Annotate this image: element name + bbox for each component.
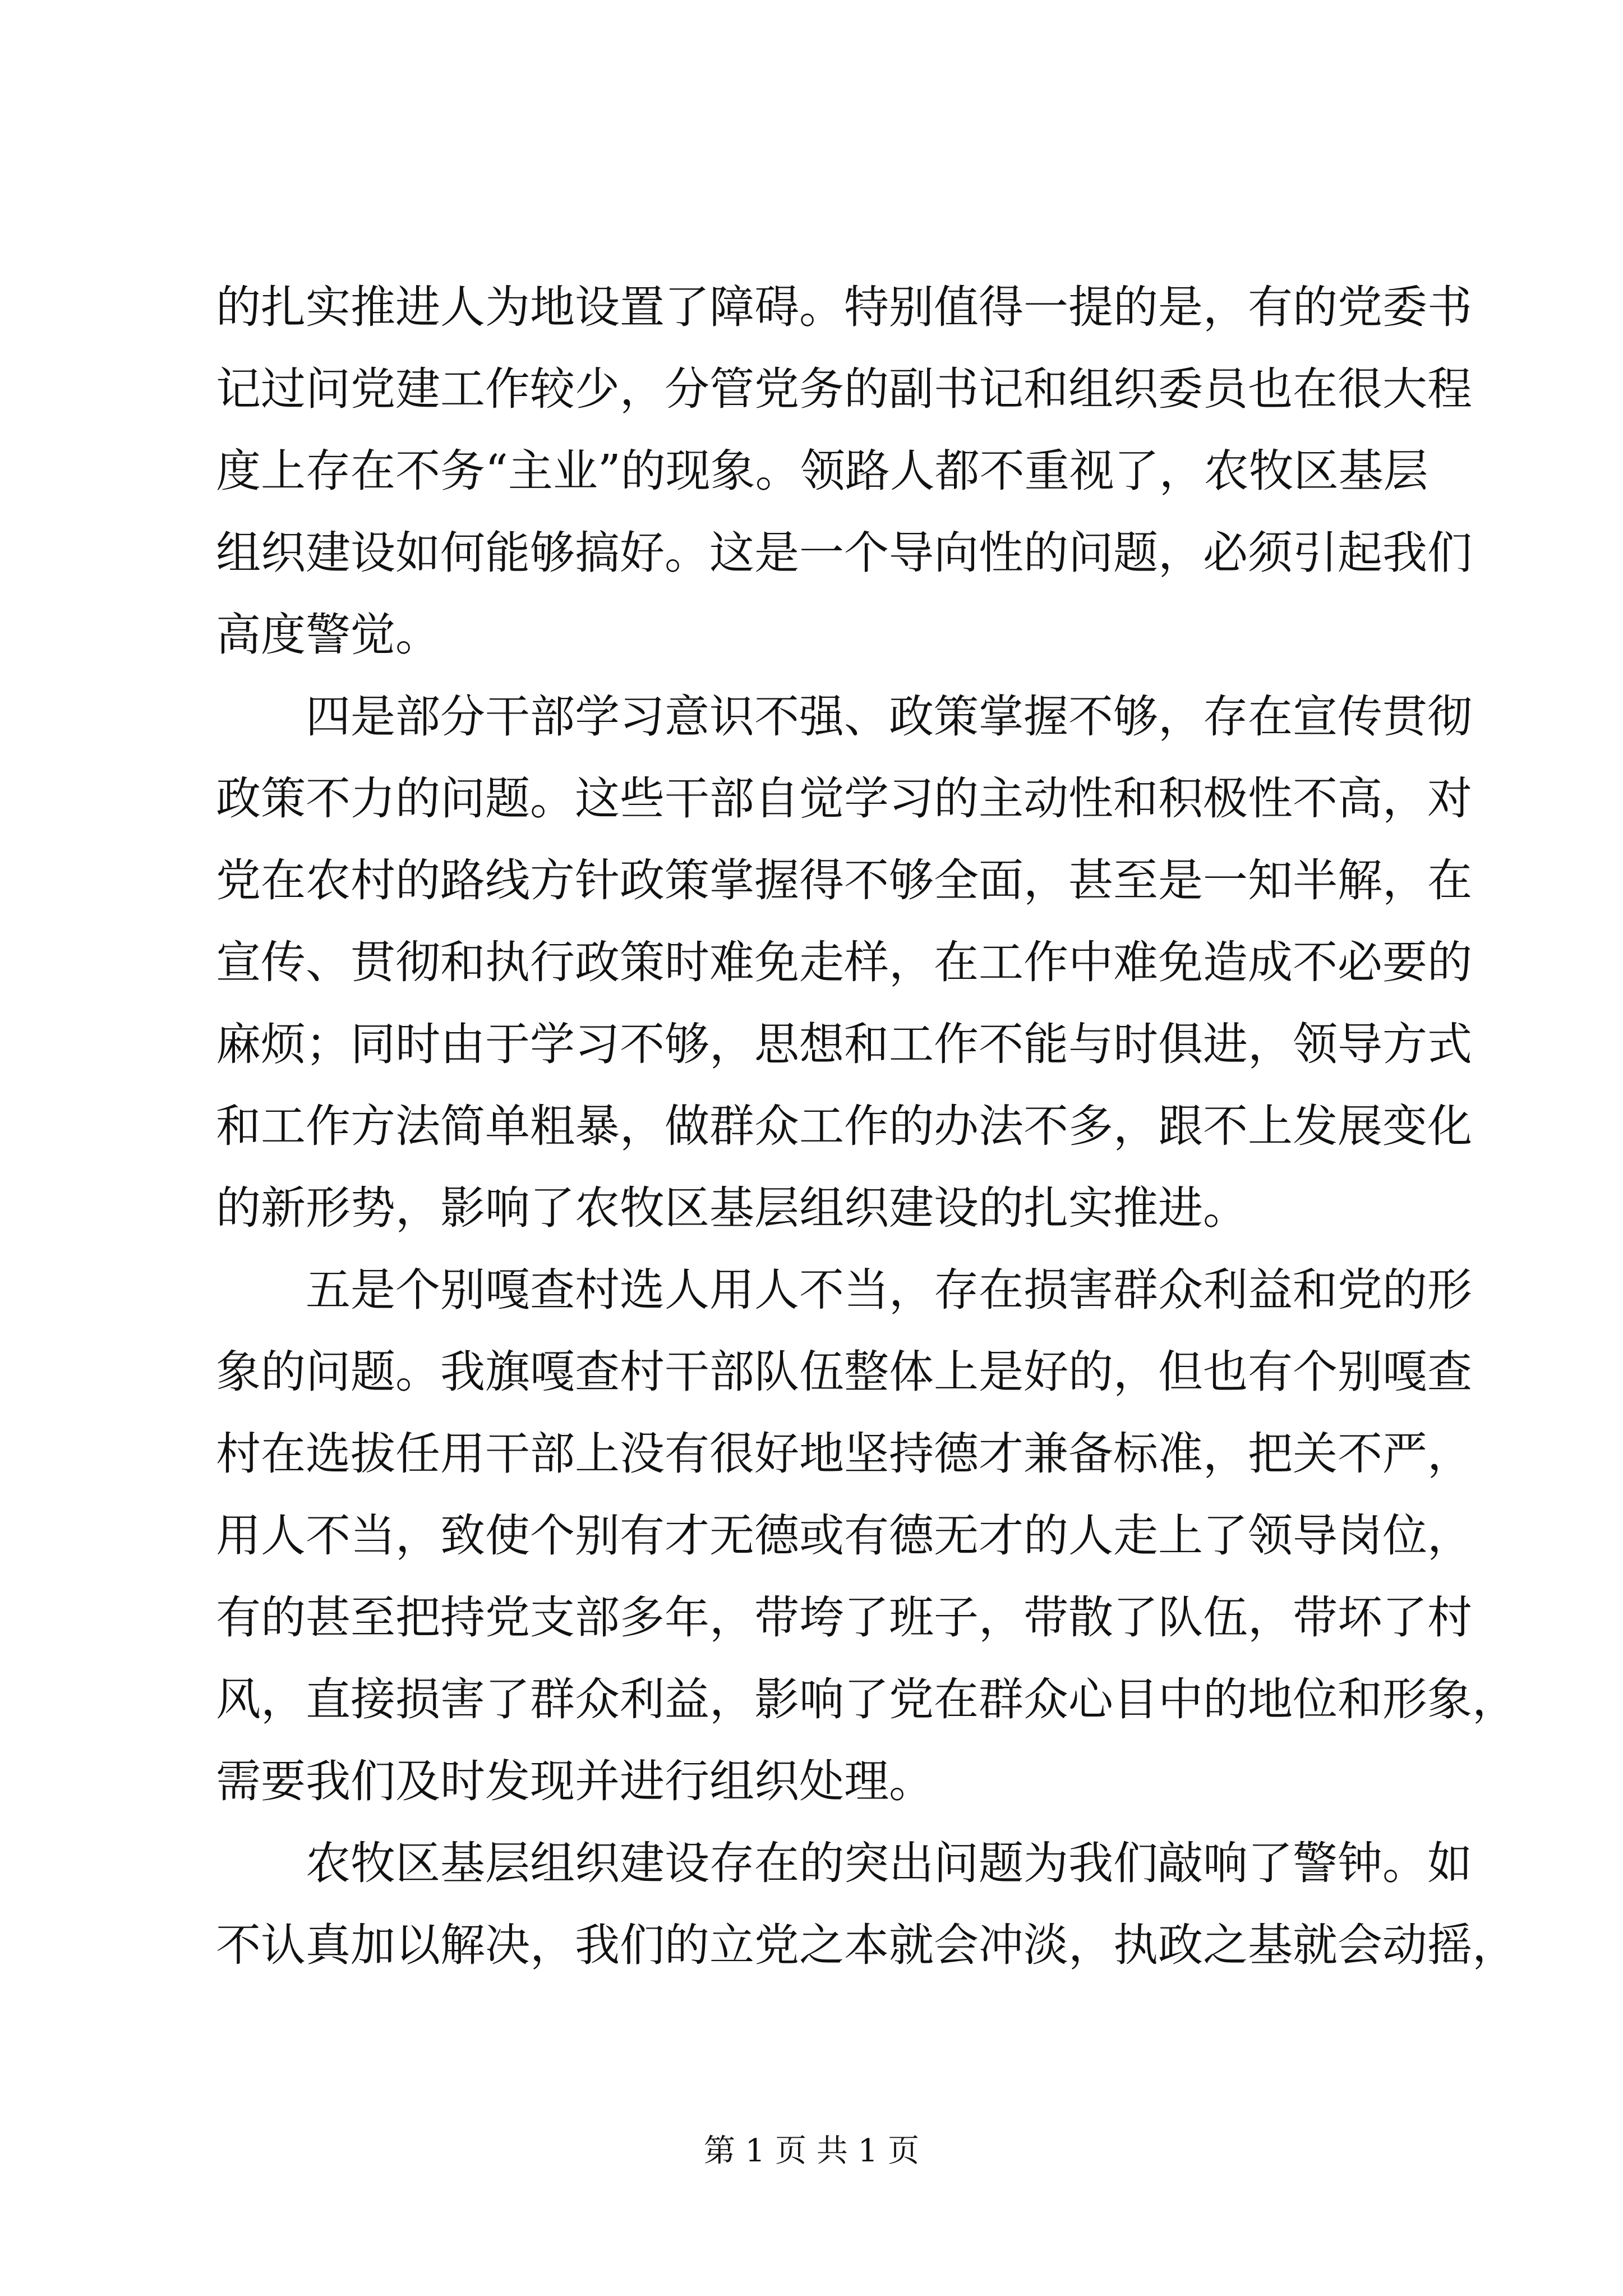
text-line: 度上存在不务“主业”的现象。领路人都不重视了，农牧区基层 [216,445,1428,497]
text-line: 党在农村的路线方针政策掌握得不够全面，甚至是一知半解，在 [216,854,1472,907]
text-line: 象的问题。我旗嘎查村干部队伍整体上是好的，但也有个别嘎查 [216,1346,1472,1398]
text-line: 用人不当，致使个别有才无德或有德无才的人走上了领导岗位， [216,1510,1472,1562]
text-line: 和工作方法简单粗暴，做群众工作的办法不多，跟不上发展变化 [216,1100,1472,1152]
page-footer: 第 1 页 共 1 页 [703,2133,920,2169]
text-line: 宣传、贯彻和执行政策时难免走样，在工作中难免造成不必要的 [216,936,1472,988]
text-line: 风，直接损害了群众利益，影响了党在群众心目中的地位和形象， [216,1673,1517,1726]
text-line: 组织建设如何能够搞好。这是一个导向性的问题，必须引起我们 [216,527,1472,579]
text-line: 记过问党建工作较少，分管党务的副书记和组织委员也在很大程 [216,363,1472,415]
text-line: 不认真加以解决，我们的立党之本就会冲淡，执政之基就会动摇， [216,1919,1517,1971]
text-line: 五是个别嘎查村选人用人不当，存在损害群众利益和党的形 [306,1264,1472,1316]
text-line: 有的甚至把持党支部多年，带垮了班子，带散了队伍，带坏了村 [216,1591,1472,1644]
text-line: 高度警觉。 [216,609,440,661]
text-line: 四是部分干部学习意识不强、政策掌握不够，存在宣传贯彻 [306,691,1472,743]
text-line: 麻烦；同时由于学习不够，思想和工作不能与时俱进，领导方式 [216,1018,1472,1070]
text-line: 需要我们及时发现并进行组织处理。 [216,1755,934,1807]
text-line: 农牧区基层组织建设存在的突出问题为我们敲响了警钟。如 [306,1837,1472,1889]
text-line: 村在选拔任用干部上没有很好地坚持德才兼备标准，把关不严， [216,1428,1472,1480]
text-line: 的扎实推进人为地设置了障碍。特别值得一提的是，有的党委书 [216,281,1472,333]
text-line: 政策不力的问题。这些干部自觉学习的主动性和积极性不高，对 [216,772,1472,825]
text-line: 的新形势，影响了农牧区基层组织建设的扎实推进。 [216,1182,1248,1234]
document-body [216,266,1517,1986]
